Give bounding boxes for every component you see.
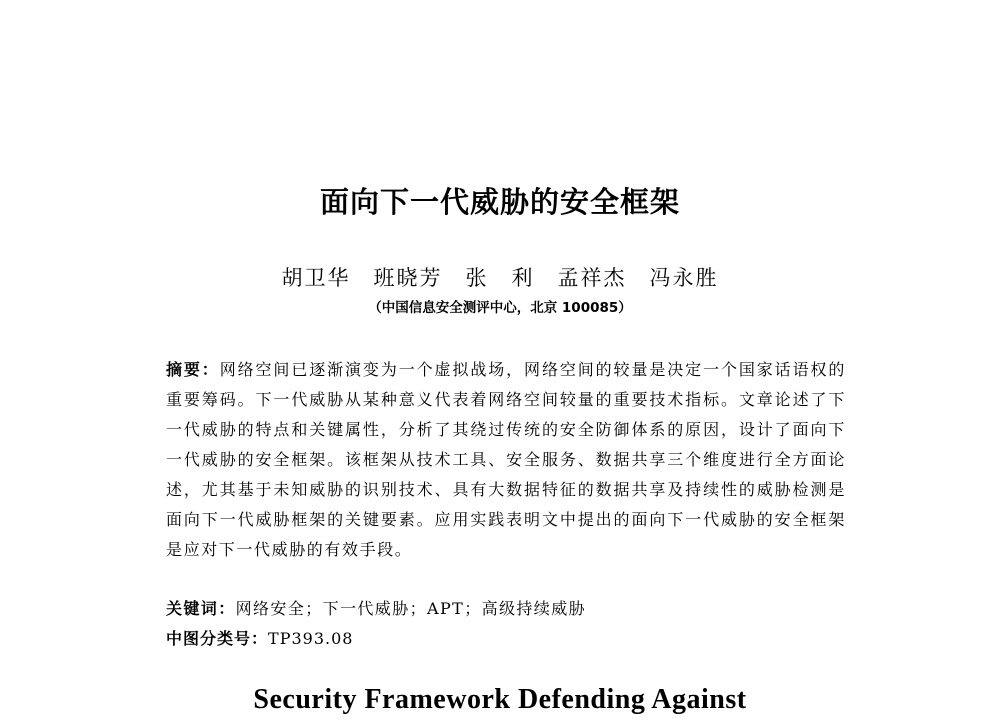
- classification-value: TP393.08: [268, 629, 354, 648]
- author-affiliation: （中国信息安全测评中心，北京 100085）: [368, 300, 632, 316]
- abstract-text: 网络空间已逐渐演变为一个虚拟战场，网络空间的较量是决定一个国家话语权的重要筹码。下一代威胁从某种意义代表着网络空间较量的重要技术指标。文章论述了下一代威胁的特点和关键属性，分析了其绕过传统的安全防御体系的原因，设计了面向下一代威胁的安全框架。该框架从技术工具、安全服务、数据共享三个维度进行全方面论述，尤其基于未知威胁的识别技术、具有大数据特征的数据共享及持续性的威胁检测是面向下一代威胁框架的关键要素。应用实践表明文中提出的面向下一代威胁的安全框架是应对下一代威胁的有效手段。: [166, 360, 846, 559]
- classification-label: 中图分类号：: [166, 629, 269, 648]
- keywords-label: 关键词：: [166, 599, 236, 618]
- classification-number: [166, 624, 353, 654]
- keywords-text: 网络安全；下一代威胁；APT；高级持续威胁: [235, 599, 587, 618]
- abstract-label: 摘要：: [166, 360, 220, 379]
- paper-title-english: Security Framework Defending Against: [253, 684, 747, 715]
- keywords: [166, 594, 586, 624]
- abstract: [166, 355, 846, 565]
- paper-title-chinese: 面向下一代威胁的安全框架: [319, 185, 680, 219]
- author-list: 胡卫华 班晓芳 张 利 孟祥杰 冯永胜: [281, 266, 719, 290]
